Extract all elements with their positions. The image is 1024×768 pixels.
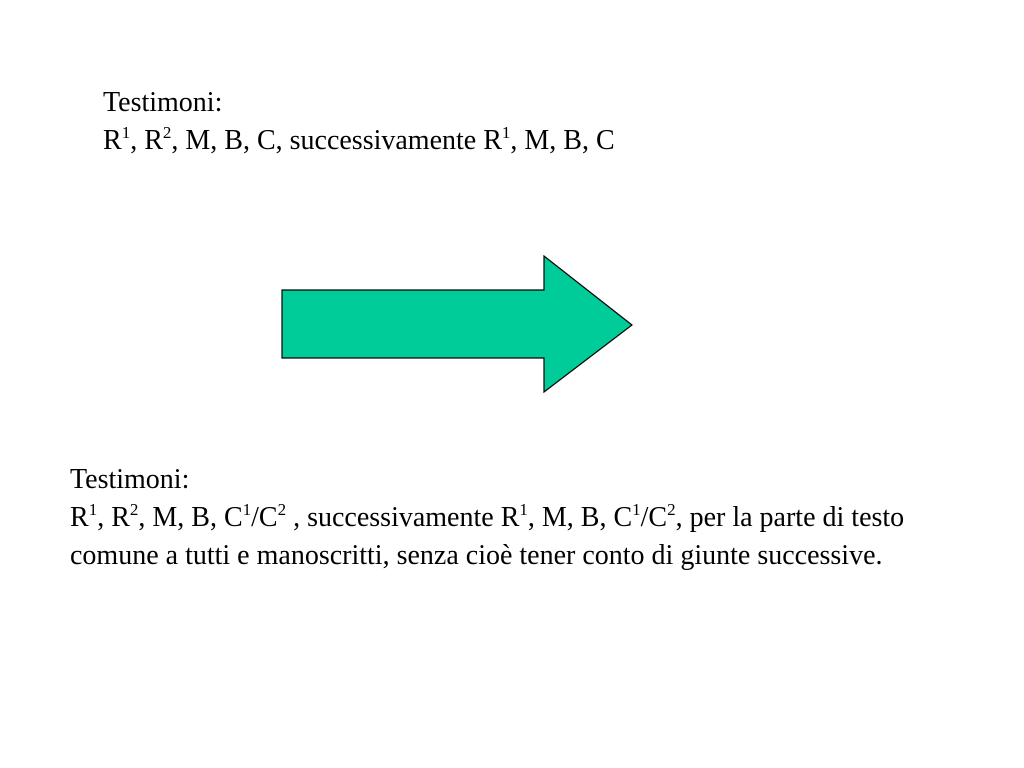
bottom-text-part: /C [640,502,668,533]
bottom-text-block [70,461,970,575]
top-superscript: 1 [501,122,511,142]
bottom-superscript: 1 [519,499,528,519]
bottom-text-part: , M, B, C [138,502,243,533]
right-arrow-shape [280,255,635,395]
top-witness-list [103,122,983,160]
bottom-superscript: 2 [129,499,139,519]
bottom-superscript: 1 [632,499,641,519]
bottom-text-part: , per la parte di testo comune a tutti e manoscritti, senza cioè tener conto di giunte successive. [70,502,905,571]
right-arrow-icon [280,255,635,395]
bottom-heading: Testimoni: [70,464,190,495]
bottom-superscript: 2 [277,499,287,519]
bottom-text-part: , successivamente R [286,502,520,533]
right-arrow-polygon [282,256,632,392]
top-superscript: 1 [121,122,131,142]
top-text-part: , M, B, C, successivamente R [171,125,502,156]
top-text-part: , R [130,125,163,156]
bottom-paragraph [70,499,970,575]
bottom-text-part: R [70,502,89,533]
bottom-text-part: , M, B, C [527,502,633,533]
bottom-superscript: 1 [242,499,252,519]
bottom-superscript: 2 [667,499,676,519]
top-text-part: R [103,125,122,156]
bottom-superscript: 1 [88,499,98,519]
top-text-part: , M, B, C [510,125,615,156]
top-heading: Testimoni: [103,87,223,118]
bottom-text-part: , R [97,502,130,533]
top-superscript: 2 [162,122,172,142]
top-text-block [103,84,983,160]
bottom-text-part: /C [251,502,278,533]
